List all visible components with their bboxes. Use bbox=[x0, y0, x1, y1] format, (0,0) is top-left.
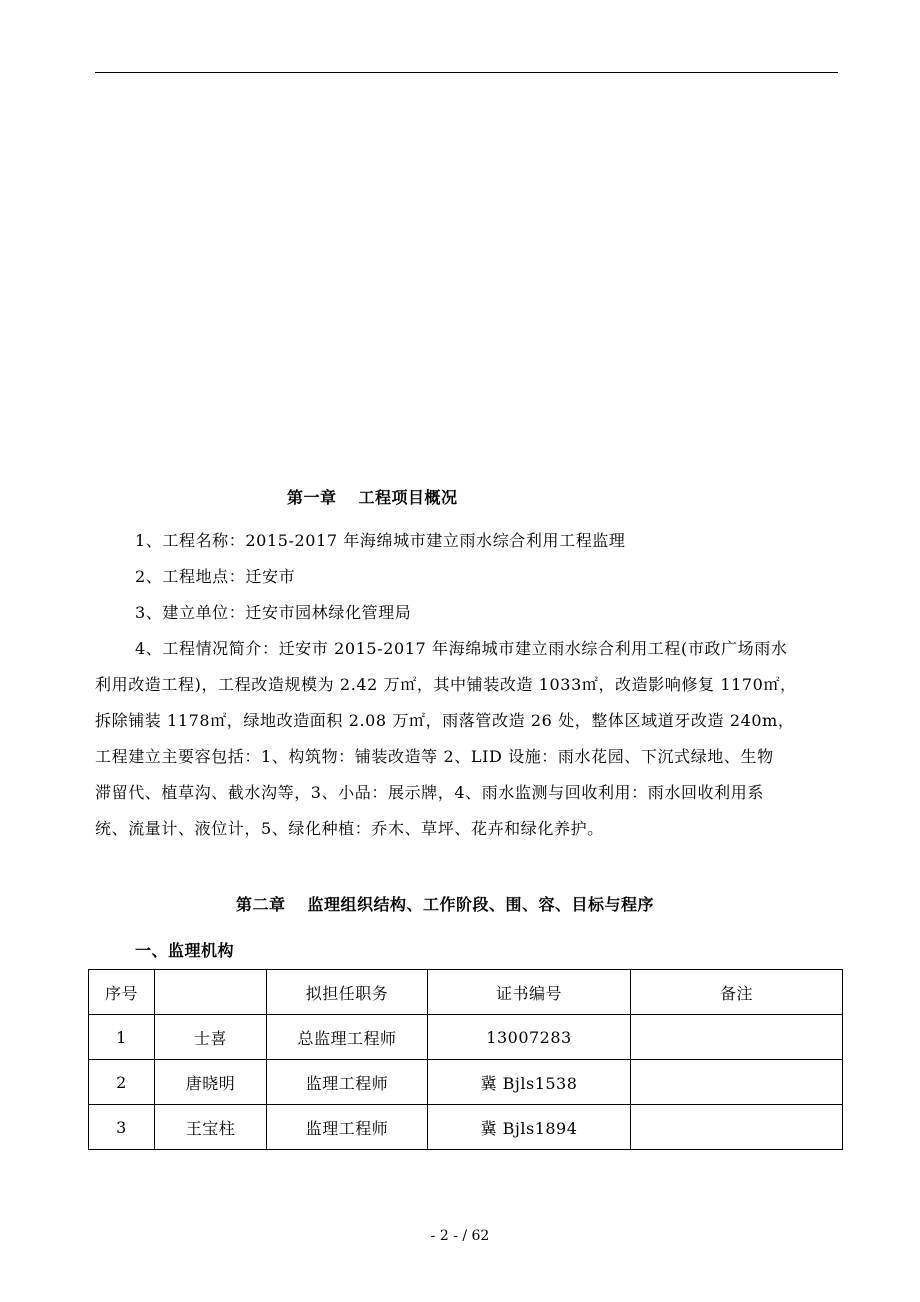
supervision-staff-table bbox=[88, 969, 843, 1150]
item-overview-line-3: 拆除铺装 1178㎡，绿地改造面积 2.08 万㎡，雨落管改造 26 处，整体区域道牙改造 240m， bbox=[95, 711, 795, 730]
cell-index: 2 bbox=[89, 1060, 155, 1105]
item-overview-line-5: 滞留代、植草沟、截水沟等，3、小品：展示牌，4、雨水监测与回收利用：雨水回收利用系 bbox=[95, 783, 764, 802]
header-cell-index: 序号 bbox=[89, 970, 155, 1015]
cell-certificate: 冀 Bjls1538 bbox=[428, 1060, 631, 1105]
cell-index: 1 bbox=[89, 1015, 155, 1060]
cell-certificate: 冀 Bjls1894 bbox=[428, 1105, 631, 1150]
item-overview-line-4: 工程建立主要容包括：1、构筑物：铺装改造等 2、LID 设施：雨水花园、下沉式绿地、生物 bbox=[95, 747, 774, 766]
cell-certificate: 13007283 bbox=[428, 1015, 631, 1060]
cell-name: 士喜 bbox=[155, 1015, 267, 1060]
cell-position: 总监理工程师 bbox=[267, 1015, 428, 1060]
page-number: - 2 - / 62 bbox=[430, 1228, 490, 1244]
item-overview-line-1: 4、工程情况简介：迁安市 2015-2017 年海绵城市建立雨水综合利用工程(市政广场雨水 bbox=[135, 639, 788, 658]
item-client: 3、建立单位：迁安市园林绿化管理局 bbox=[135, 603, 412, 622]
item-project-location: 2、工程地点：迁安市 bbox=[135, 567, 296, 586]
chapter-2-title: 监理组织结构、工作阶段、围、容、目标与程序 bbox=[307, 895, 655, 914]
chapter-1-heading bbox=[287, 485, 458, 508]
header-cell-certificate: 证书编号 bbox=[428, 970, 631, 1015]
chapter-2-number: 第二章 bbox=[236, 895, 286, 914]
item-overview-line-2: 利用改造工程)，工程改造规模为 2.42 万㎡，其中铺装改造 1033㎡，改造影响修复 1170㎡， bbox=[95, 675, 797, 694]
table-row bbox=[89, 1015, 843, 1060]
chapter-1-number: 第一章 bbox=[287, 488, 337, 507]
cell-remarks bbox=[631, 1015, 843, 1060]
header-cell-position: 拟担任职务 bbox=[267, 970, 428, 1015]
cell-index: 3 bbox=[89, 1105, 155, 1150]
header-rule bbox=[95, 72, 838, 73]
item-overview-line-6: 统、流量计、液位计，5、绿化种植：乔木、草坪、花卉和绿化养护。 bbox=[95, 819, 604, 838]
cell-remarks bbox=[631, 1105, 843, 1150]
cell-position: 监理工程师 bbox=[267, 1105, 428, 1150]
chapter-2-heading bbox=[236, 892, 654, 915]
header-cell-name bbox=[155, 970, 267, 1015]
section-supervision-org-title: 一、监理机构 bbox=[135, 941, 235, 960]
item-project-name: 1、工程名称：2015-2017 年海绵城市建立雨水综合利用工程监理 bbox=[135, 531, 626, 550]
table-header-row bbox=[89, 970, 843, 1015]
cell-remarks bbox=[631, 1060, 843, 1105]
cell-position: 监理工程师 bbox=[267, 1060, 428, 1105]
table-row bbox=[89, 1060, 843, 1105]
cell-name: 王宝柱 bbox=[155, 1105, 267, 1150]
header-cell-remarks: 备注 bbox=[631, 970, 843, 1015]
cell-name: 唐晓明 bbox=[155, 1060, 267, 1105]
chapter-1-title: 工程项目概况 bbox=[358, 488, 458, 507]
table-row bbox=[89, 1105, 843, 1150]
